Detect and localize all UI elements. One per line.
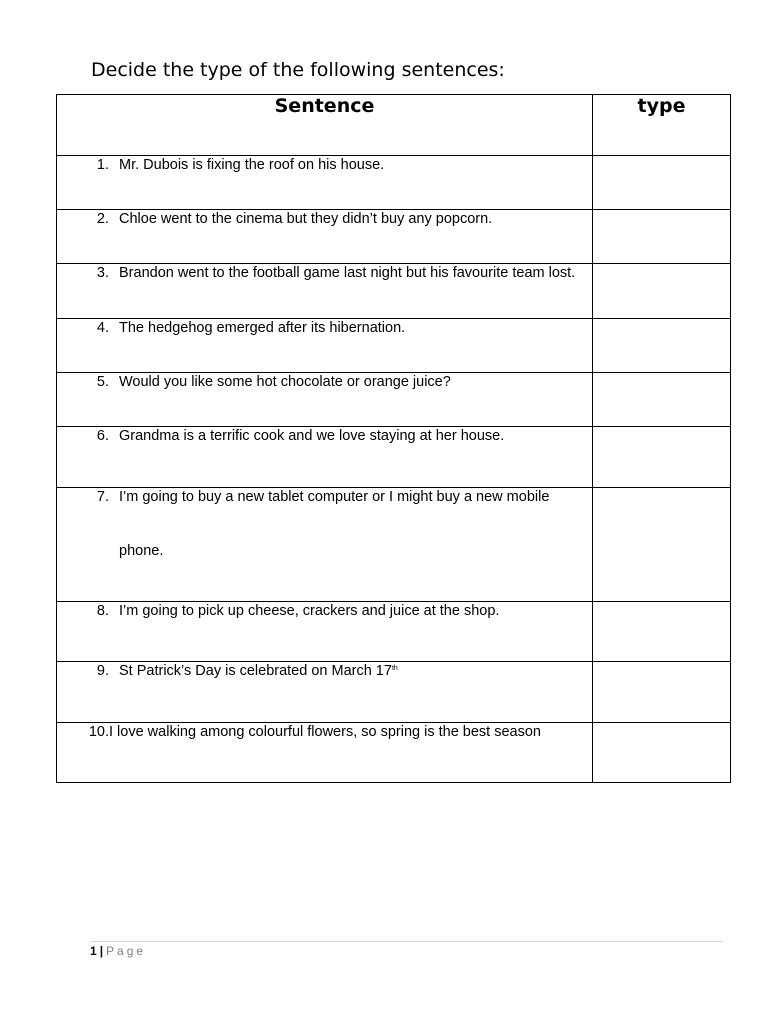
table-row [57,373,731,427]
table-row [57,488,731,602]
page-label: Page [106,944,147,958]
sentence-text: St Patrick’s Day is celebrated on March 17 [119,663,392,679]
table-row [57,427,731,488]
row-number: 5. [96,374,109,390]
sentence-text: Grandma is a terrific cook and we love staying at her house. [119,428,505,444]
type-cell[interactable] [593,488,731,602]
sentence-text: I’m going to pick up cheese, crackers and juice at the shop. [119,603,500,619]
sentence-text: Mr. Dubois is fixing the roof on his house. [119,157,385,173]
sentence-text: Chloe went to the cinema but they didn’t buy any popcorn. [119,211,493,227]
row-number: 1. [96,157,109,173]
table-header-row [57,95,731,156]
type-cell[interactable] [593,602,731,662]
sentence-text: Brandon went to the football game last night but his favourite team lost. [119,265,576,281]
row-number: 3. [96,265,109,281]
type-cell[interactable] [593,662,731,723]
ordinal-suffix: th [391,665,398,672]
type-cell[interactable] [593,427,731,488]
sentence-text: I love walking among colourful flowers, so spring is the best season [109,724,541,740]
page-number: 1 [90,944,97,958]
page-footer [90,943,146,959]
table-row [57,264,731,319]
row-number: 2. [96,211,109,227]
row-number: 9. [96,663,109,679]
table-row [57,723,731,783]
row-number: 6. [96,428,109,444]
type-cell[interactable] [593,373,731,427]
row-number: 7. [96,489,109,505]
type-cell[interactable] [593,210,731,264]
row-number: 10. [88,724,109,740]
row-number: 4. [96,320,109,336]
type-cell[interactable] [593,319,731,373]
type-cell[interactable] [593,156,731,210]
footer-separator: | [99,944,104,958]
sentence-table [56,94,731,783]
type-cell[interactable] [593,723,731,783]
sentence-text: The hedgehog emerged after its hibernation. [119,320,406,336]
table-row [57,602,731,662]
sentence-text-line1: I’m going to buy a new tablet computer or I might buy a new mobile [119,489,550,505]
header-type: type [593,95,731,156]
header-sentence: Sentence [57,95,593,156]
table-row [57,662,731,723]
type-cell[interactable] [593,264,731,319]
footer-divider [90,941,723,942]
worksheet-title: Decide the type of the following sentences: [91,59,505,81]
row-number: 8. [96,603,109,619]
table-row [57,156,731,210]
sentence-text-line2: phone. [119,543,164,559]
table-row [57,210,731,264]
sentence-text: Would you like some hot chocolate or orange juice? [119,374,451,390]
table-row [57,319,731,373]
